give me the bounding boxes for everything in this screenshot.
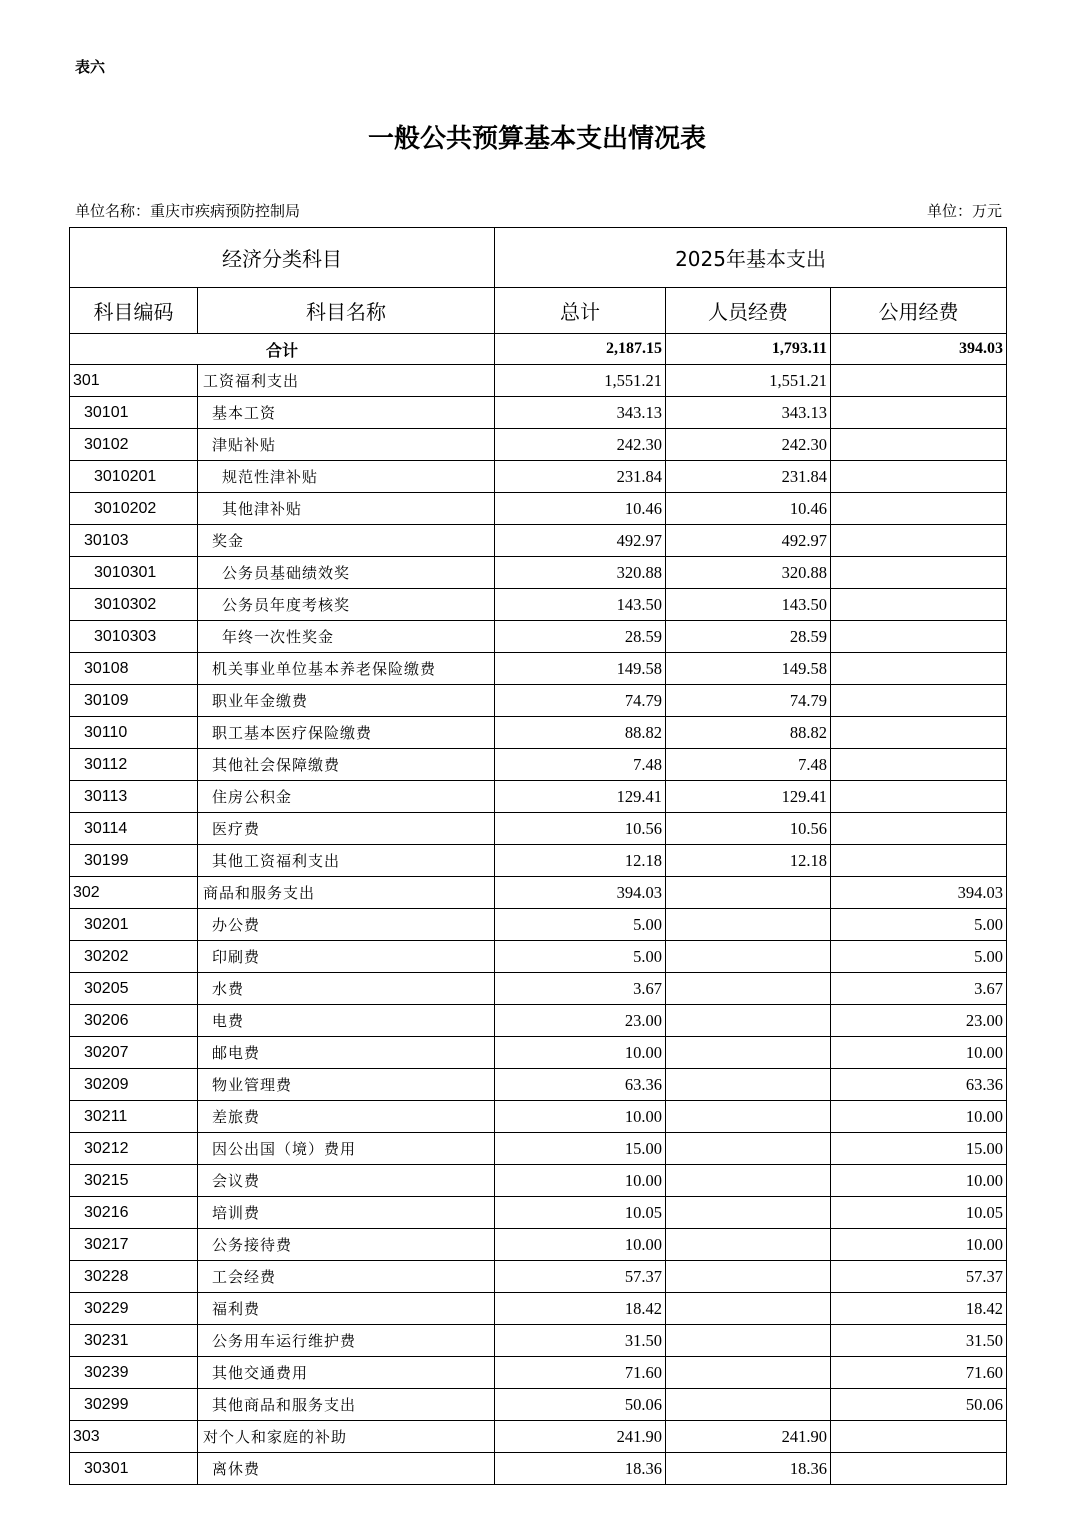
cell-code: 30228	[70, 1261, 198, 1293]
cell-public: 15.00	[831, 1133, 1007, 1165]
cell-total: 28.59	[495, 621, 666, 653]
cell-personnel	[666, 1101, 831, 1133]
column-header-name: 科目名称	[198, 288, 495, 334]
cell-public	[831, 749, 1007, 781]
cell-code: 3010201	[70, 461, 198, 493]
cell-personnel: 74.79	[666, 685, 831, 717]
cell-public: 10.00	[831, 1229, 1007, 1261]
cell-personnel: 343.13	[666, 397, 831, 429]
unit-name-label: 单位名称：重庆市疾病预防控制局	[75, 202, 301, 220]
table-row	[70, 1229, 1007, 1261]
cell-total: 88.82	[495, 717, 666, 749]
cell-code: 30108	[70, 653, 198, 685]
cell-public: 10.00	[831, 1165, 1007, 1197]
cell-total: 63.36	[495, 1069, 666, 1101]
cell-code: 30239	[70, 1357, 198, 1389]
cell-public	[831, 365, 1007, 397]
cell-code: 30229	[70, 1293, 198, 1325]
cell-name: 其他津补贴	[198, 493, 495, 525]
cell-public	[831, 845, 1007, 877]
cell-total: 320.88	[495, 557, 666, 589]
cell-name: 公务接待费	[198, 1229, 495, 1261]
cell-total: 149.58	[495, 653, 666, 685]
cell-name: 职业年金缴费	[198, 685, 495, 717]
cell-personnel	[666, 1293, 831, 1325]
cell-personnel: 242.30	[666, 429, 831, 461]
cell-name: 其他商品和服务支出	[198, 1389, 495, 1421]
total-label: 合计	[70, 334, 495, 365]
cell-total: 10.56	[495, 813, 666, 845]
cell-name: 公务员年度考核奖	[198, 589, 495, 621]
cell-name: 其他社会保障缴费	[198, 749, 495, 781]
cell-public	[831, 781, 1007, 813]
cell-name: 因公出国（境）费用	[198, 1133, 495, 1165]
table-row	[70, 909, 1007, 941]
cell-personnel: 241.90	[666, 1421, 831, 1453]
cell-public	[831, 461, 1007, 493]
cell-total: 1,551.21	[495, 365, 666, 397]
cell-name: 会议费	[198, 1165, 495, 1197]
cell-code: 30114	[70, 813, 198, 845]
table-row	[70, 877, 1007, 909]
cell-total: 12.18	[495, 845, 666, 877]
cell-code: 30113	[70, 781, 198, 813]
cell-code: 30102	[70, 429, 198, 461]
header-row-columns	[70, 288, 1007, 334]
table-row	[70, 525, 1007, 557]
cell-name: 差旅费	[198, 1101, 495, 1133]
cell-name: 规范性津补贴	[198, 461, 495, 493]
column-header-personnel: 人员经费	[666, 288, 831, 334]
column-group-basic-expenditure: 2025年基本支出	[495, 228, 1007, 288]
cell-total: 57.37	[495, 1261, 666, 1293]
cell-public	[831, 685, 1007, 717]
cell-personnel	[666, 1389, 831, 1421]
cell-personnel	[666, 1325, 831, 1357]
cell-name: 印刷费	[198, 941, 495, 973]
cell-name: 水费	[198, 973, 495, 1005]
cell-name: 工会经费	[198, 1261, 495, 1293]
cell-public	[831, 429, 1007, 461]
cell-total: 394.03	[495, 877, 666, 909]
cell-personnel: 12.18	[666, 845, 831, 877]
table-row	[70, 397, 1007, 429]
cell-public	[831, 1421, 1007, 1453]
cell-code: 30231	[70, 1325, 198, 1357]
table-row	[70, 1133, 1007, 1165]
cell-personnel: 492.97	[666, 525, 831, 557]
cell-personnel	[666, 1069, 831, 1101]
table-row	[70, 1389, 1007, 1421]
cell-personnel	[666, 1357, 831, 1389]
cell-name: 公务用车运行维护费	[198, 1325, 495, 1357]
cell-total: 129.41	[495, 781, 666, 813]
cell-code: 3010202	[70, 493, 198, 525]
cell-total: 74.79	[495, 685, 666, 717]
table-row	[70, 845, 1007, 877]
table-row	[70, 461, 1007, 493]
cell-public	[831, 397, 1007, 429]
cell-personnel	[666, 909, 831, 941]
table-row	[70, 813, 1007, 845]
cell-code: 30212	[70, 1133, 198, 1165]
cell-total: 10.00	[495, 1037, 666, 1069]
cell-personnel	[666, 1037, 831, 1069]
column-header-total: 总计	[495, 288, 666, 334]
cell-total: 10.00	[495, 1101, 666, 1133]
cell-public: 31.50	[831, 1325, 1007, 1357]
cell-name: 公务员基础绩效奖	[198, 557, 495, 589]
cell-name: 年终一次性奖金	[198, 621, 495, 653]
cell-public: 23.00	[831, 1005, 1007, 1037]
table-row	[70, 1197, 1007, 1229]
cell-personnel: 1,551.21	[666, 365, 831, 397]
cell-name: 住房公积金	[198, 781, 495, 813]
cell-personnel	[666, 1165, 831, 1197]
cell-name: 福利费	[198, 1293, 495, 1325]
cell-name: 津贴补贴	[198, 429, 495, 461]
table-row	[70, 1453, 1007, 1485]
table-row	[70, 1421, 1007, 1453]
cell-total: 31.50	[495, 1325, 666, 1357]
cell-total: 5.00	[495, 941, 666, 973]
cell-personnel: 10.46	[666, 493, 831, 525]
cell-public	[831, 589, 1007, 621]
cell-code: 30209	[70, 1069, 198, 1101]
cell-personnel: 7.48	[666, 749, 831, 781]
table-row	[70, 621, 1007, 653]
cell-total: 492.97	[495, 525, 666, 557]
cell-name: 医疗费	[198, 813, 495, 845]
cell-personnel: 129.41	[666, 781, 831, 813]
cell-name: 对个人和家庭的补助	[198, 1421, 495, 1453]
table-row	[70, 973, 1007, 1005]
cell-code: 30110	[70, 717, 198, 749]
cell-personnel: 28.59	[666, 621, 831, 653]
cell-code: 30101	[70, 397, 198, 429]
cell-name: 其他工资福利支出	[198, 845, 495, 877]
cell-personnel: 10.56	[666, 813, 831, 845]
cell-total: 18.36	[495, 1453, 666, 1485]
cell-public	[831, 813, 1007, 845]
cell-code: 30207	[70, 1037, 198, 1069]
cell-code: 30216	[70, 1197, 198, 1229]
cell-total: 71.60	[495, 1357, 666, 1389]
cell-code: 30301	[70, 1453, 198, 1485]
cell-public: 57.37	[831, 1261, 1007, 1293]
cell-code: 30112	[70, 749, 198, 781]
table-row	[70, 365, 1007, 397]
total-row	[70, 334, 1007, 365]
cell-public: 63.36	[831, 1069, 1007, 1101]
table-row	[70, 1101, 1007, 1133]
cell-personnel	[666, 1261, 831, 1293]
column-header-code: 科目编码	[70, 288, 198, 334]
cell-name: 培训费	[198, 1197, 495, 1229]
cell-code: 3010302	[70, 589, 198, 621]
cell-total: 143.50	[495, 589, 666, 621]
cell-public: 10.05	[831, 1197, 1007, 1229]
cell-public: 50.06	[831, 1389, 1007, 1421]
cell-public: 5.00	[831, 909, 1007, 941]
table-row	[70, 1069, 1007, 1101]
table-tag: 表六	[75, 58, 106, 76]
cell-code: 3010303	[70, 621, 198, 653]
cell-code: 30211	[70, 1101, 198, 1133]
cell-public: 71.60	[831, 1357, 1007, 1389]
cell-total: 23.00	[495, 1005, 666, 1037]
cell-name: 离休费	[198, 1453, 495, 1485]
total-cell-total: 2,187.15	[495, 334, 666, 365]
total-cell-personnel: 1,793.11	[666, 334, 831, 365]
cell-public: 5.00	[831, 941, 1007, 973]
cell-name: 奖金	[198, 525, 495, 557]
table-row	[70, 429, 1007, 461]
cell-public	[831, 621, 1007, 653]
cell-personnel	[666, 941, 831, 973]
cell-personnel	[666, 1133, 831, 1165]
currency-unit-label: 单位：万元	[926, 202, 1002, 220]
cell-personnel	[666, 877, 831, 909]
cell-total: 15.00	[495, 1133, 666, 1165]
cell-name: 基本工资	[198, 397, 495, 429]
cell-total: 10.00	[495, 1229, 666, 1261]
table-row	[70, 1357, 1007, 1389]
table-row	[70, 1037, 1007, 1069]
table-row	[70, 749, 1007, 781]
cell-public	[831, 525, 1007, 557]
table-row	[70, 589, 1007, 621]
table-row	[70, 1005, 1007, 1037]
cell-public	[831, 717, 1007, 749]
cell-public	[831, 557, 1007, 589]
cell-code: 30205	[70, 973, 198, 1005]
cell-code: 30199	[70, 845, 198, 877]
column-header-public: 公用经费	[831, 288, 1007, 334]
cell-code: 30206	[70, 1005, 198, 1037]
cell-total: 343.13	[495, 397, 666, 429]
cell-name: 其他交通费用	[198, 1357, 495, 1389]
cell-code: 30109	[70, 685, 198, 717]
document-title: 一般公共预算基本支出情况表	[367, 124, 706, 154]
cell-code: 30215	[70, 1165, 198, 1197]
cell-public: 3.67	[831, 973, 1007, 1005]
cell-code: 302	[70, 877, 198, 909]
cell-public	[831, 1453, 1007, 1485]
table-row	[70, 781, 1007, 813]
header-row-group	[70, 228, 1007, 288]
cell-public: 10.00	[831, 1037, 1007, 1069]
total-cell-public: 394.03	[831, 334, 1007, 365]
table-row	[70, 1261, 1007, 1293]
cell-name: 商品和服务支出	[198, 877, 495, 909]
table-row	[70, 941, 1007, 973]
cell-personnel	[666, 1005, 831, 1037]
cell-code: 301	[70, 365, 198, 397]
cell-total: 5.00	[495, 909, 666, 941]
cell-name: 工资福利支出	[198, 365, 495, 397]
table-row	[70, 1325, 1007, 1357]
cell-name: 电费	[198, 1005, 495, 1037]
cell-total: 231.84	[495, 461, 666, 493]
column-group-economic-classification: 经济分类科目	[70, 228, 495, 288]
cell-public: 10.00	[831, 1101, 1007, 1133]
cell-name: 职工基本医疗保险缴费	[198, 717, 495, 749]
table-row	[70, 685, 1007, 717]
cell-code: 3010301	[70, 557, 198, 589]
table-row	[70, 653, 1007, 685]
cell-personnel	[666, 1229, 831, 1261]
cell-total: 241.90	[495, 1421, 666, 1453]
cell-code: 30103	[70, 525, 198, 557]
cell-code: 30201	[70, 909, 198, 941]
table-row	[70, 493, 1007, 525]
cell-total: 10.00	[495, 1165, 666, 1197]
cell-personnel: 88.82	[666, 717, 831, 749]
cell-name: 邮电费	[198, 1037, 495, 1069]
cell-personnel: 143.50	[666, 589, 831, 621]
cell-name: 办公费	[198, 909, 495, 941]
cell-total: 10.05	[495, 1197, 666, 1229]
cell-code: 30299	[70, 1389, 198, 1421]
cell-personnel: 149.58	[666, 653, 831, 685]
table-row	[70, 717, 1007, 749]
cell-public: 394.03	[831, 877, 1007, 909]
budget-table	[69, 227, 1007, 1485]
cell-personnel: 231.84	[666, 461, 831, 493]
table-row	[70, 557, 1007, 589]
cell-public: 18.42	[831, 1293, 1007, 1325]
cell-total: 10.46	[495, 493, 666, 525]
cell-code: 303	[70, 1421, 198, 1453]
cell-code: 30217	[70, 1229, 198, 1261]
cell-total: 3.67	[495, 973, 666, 1005]
cell-personnel: 320.88	[666, 557, 831, 589]
cell-name: 机关事业单位基本养老保险缴费	[198, 653, 495, 685]
table-row	[70, 1165, 1007, 1197]
cell-total: 7.48	[495, 749, 666, 781]
cell-total: 50.06	[495, 1389, 666, 1421]
cell-name: 物业管理费	[198, 1069, 495, 1101]
cell-public	[831, 493, 1007, 525]
cell-personnel	[666, 1197, 831, 1229]
table-row	[70, 1293, 1007, 1325]
cell-personnel: 18.36	[666, 1453, 831, 1485]
cell-personnel	[666, 973, 831, 1005]
cell-code: 30202	[70, 941, 198, 973]
cell-public	[831, 653, 1007, 685]
cell-total: 18.42	[495, 1293, 666, 1325]
cell-total: 242.30	[495, 429, 666, 461]
